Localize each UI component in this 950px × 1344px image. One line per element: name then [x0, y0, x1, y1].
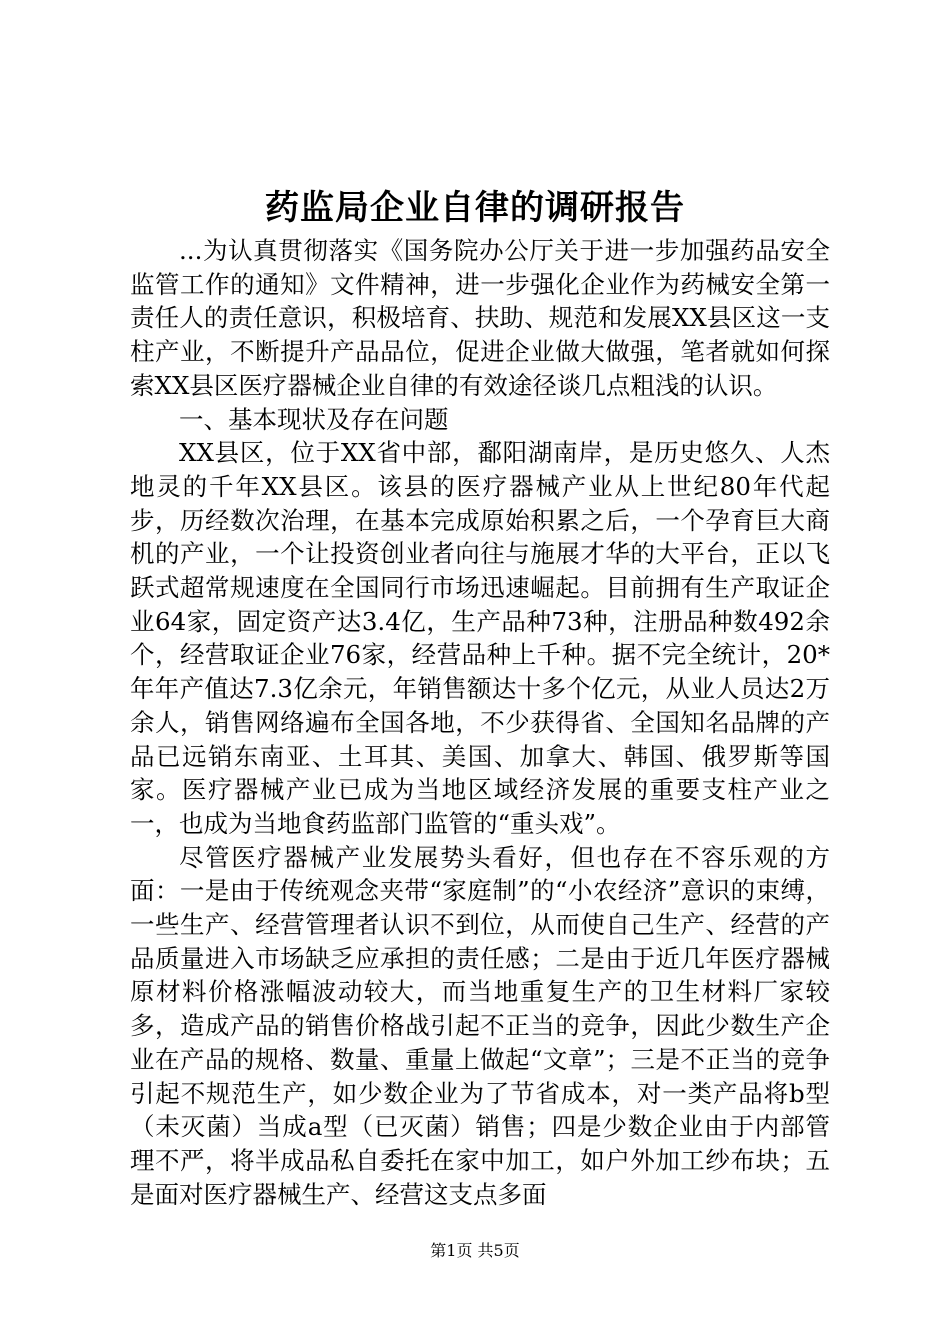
- section-heading: 一、基本现状及存在问题: [179, 404, 449, 434]
- paragraph-intro: ...为认真贯彻落实《国务院办公厅关于进一步加强药品安全监管工作的通知》文件精神，进一步强化企业作为药械安全第一责任人的责任意识，积极培育、扶助、规范和发展XX县区这一支柱产业，不断提升产品品位，促进企业做大做强，笔者就如何探索XX县区医疗器械企业自律的有效途径谈几点粗浅的认识。: [130, 236, 830, 400]
- paragraph-problems: 尽管医疗器械产业发展势头看好，但也存在不容乐观的方面：一是由于传统观念夹带“家庭制”的“小农经济”意识的束缚，一些生产、经营管理者认识不到位，从而使自己生产、经营的产品质量进入市场缺乏应承担的责任感；二是由于近几年医疗器械原材料价格涨幅波动较大，而当地重复生产的卫生材料厂家较多，造成产品的销售价格战引起不正当的竞争，因此少数生产企业在产品的规格、数量、重量上做起“文章”；三是不正当的竞争引起不规范生产，如少数企业为了节省成本，对一类产品将b型（未灭菌）当成a型（已灭菌）销售；四是少数企业由于内部管理不严，将半成品私自委托在家中加工，如户外加工纱布块；五是面对医疗器械生产、经营这支点多面: [130, 842, 830, 1209]
- document-body: [130, 234, 830, 1211]
- document-title: 药监局企业自律的调研报告: [265, 188, 685, 228]
- paragraph-status: XX县区，位于XX省中部，鄱阳湖南岸，是历史悠久、人杰地灵的千年XX县区。该县的医疗器械产业从上世纪80年代起步，历经数次治理，在基本完成原始积累之后，一个孕育巨大商机的产业，一个让投资创业者向往与施展才华的大平台，正以飞跃式超常规速度在全国同行市场迅速崛起。目前拥有生产取证企业64家，固定资产达3.4亿，生产品种73种，注册品种数492余个，经营取证企业76家，经营品种上千种。据不完全统计，20*年年产值达7.3亿余元，年销售额达十多个亿元，从业人员达2万余人，销售网络遍布全国各地，不少获得省、全国知名品牌的产品已远销东南亚、土耳其、美国、加拿大、韩国、俄罗斯等国家。医疗器械产业已成为当地区域经济发展的重要支柱产业之一，也成为当地食药监部门监管的“重头戏”。: [130, 438, 830, 838]
- page-number-footer: 第1页 共5页: [430, 1241, 520, 1260]
